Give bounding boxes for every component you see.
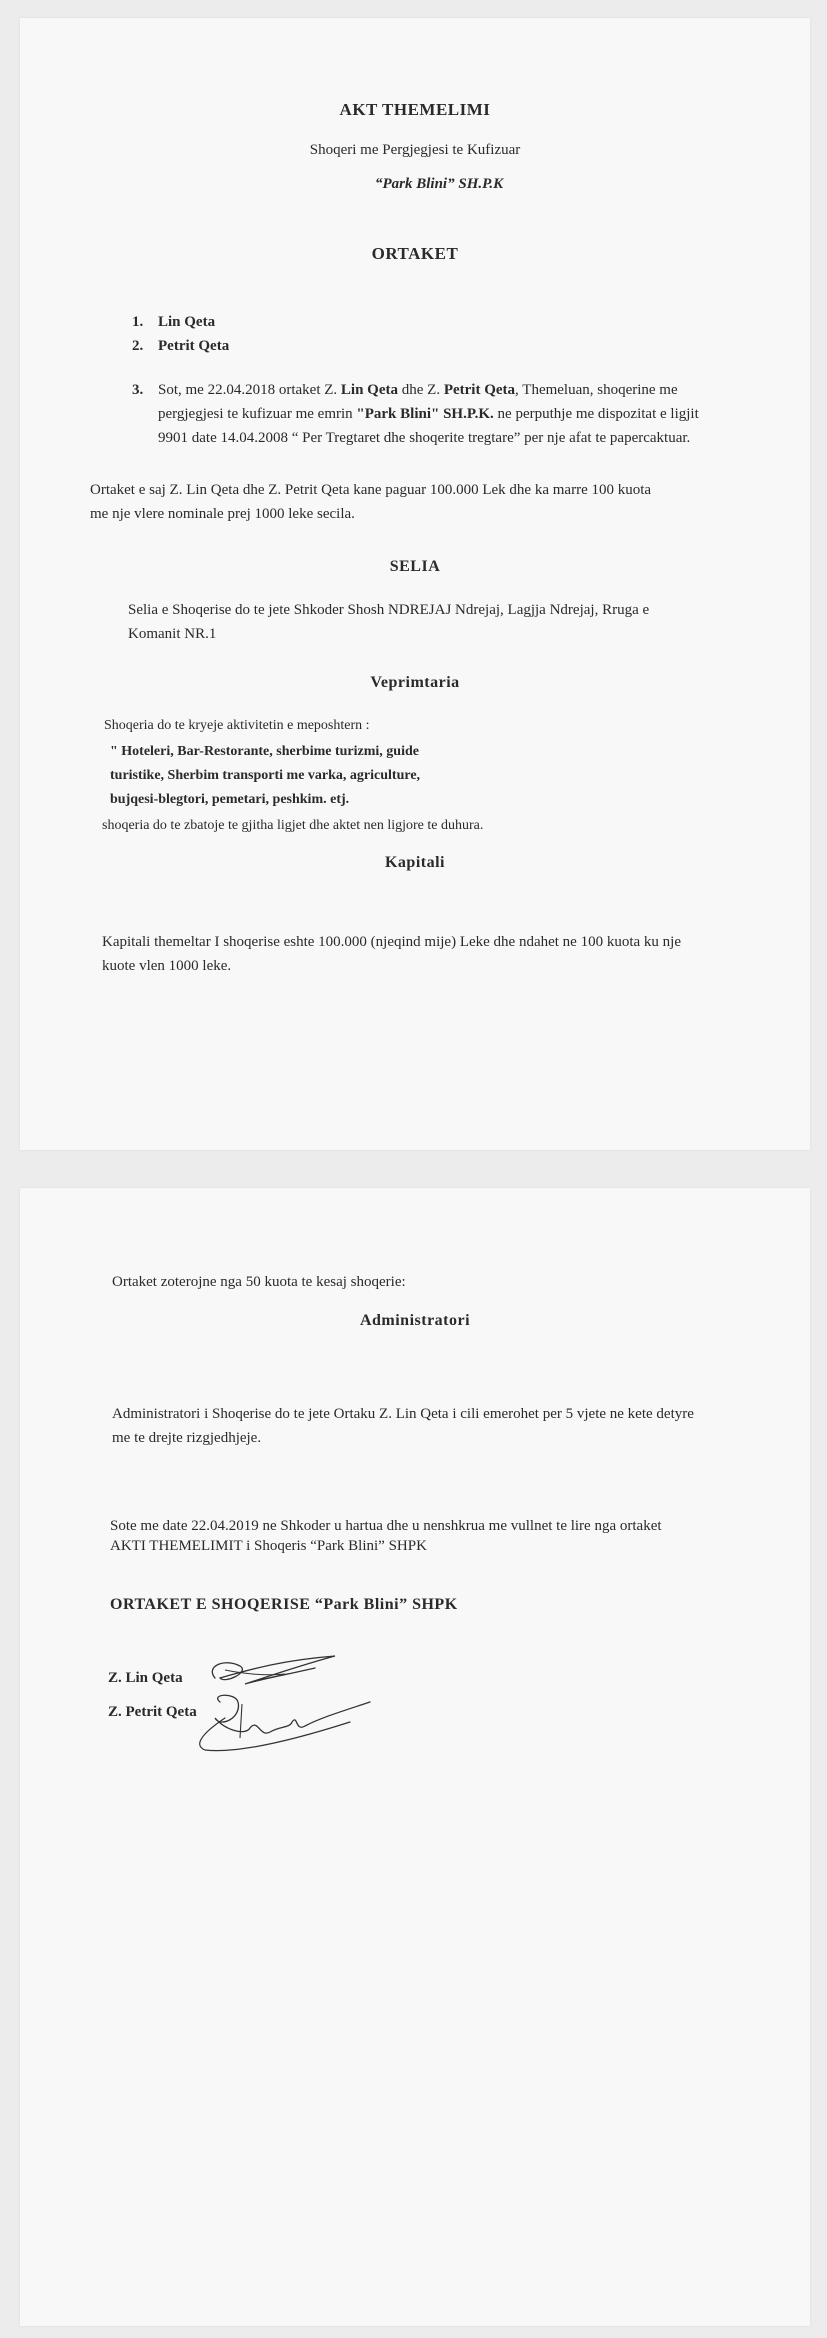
partner-list-item	[132, 314, 215, 331]
admin-line-1: Administratori i Shoqerise do te jete Ortaku Z. Lin Qeta i cili emerohet per 5 vjete ne kete detyre	[112, 1406, 694, 1422]
admin-line-2: me te drejte rizgjedhjeje.	[112, 1430, 262, 1446]
kapitali-heading: Kapitali	[384, 854, 445, 871]
partner-number: 1.	[132, 314, 144, 330]
selia-paragraph	[128, 598, 788, 646]
veprimtaria-heading: Veprimtaria	[370, 674, 460, 691]
payment-paragraph	[90, 478, 790, 526]
clause-text: ne perputhje me dispozitat e ligjit	[493, 406, 699, 422]
clause-3-line-3: 9901 date 14.04.2008 “ Per Tregtaret dhe shoqerite tregtare” per nje afat te papercaktuar.	[158, 430, 691, 446]
laws-line: shoqeria do te zbatoje te gjitha ligjet dhe aktet nen ligjore te duhura.	[102, 818, 484, 833]
signatory-1: Z. Lin Qeta	[108, 1670, 183, 1686]
partner-number: 2.	[132, 338, 144, 354]
admin-paragraph	[112, 1402, 802, 1450]
payment-line-1: Ortaket e saj Z. Lin Qeta dhe Z. Petrit Qeta kane paguar 100.000 Lek dhe ka marre 100 kuota	[90, 482, 652, 498]
administratori-heading: Administratori	[359, 1312, 471, 1329]
clause-3-line-2	[158, 402, 798, 426]
clause-3	[158, 378, 798, 450]
document-page-1	[20, 18, 810, 1150]
company-name: “Park Blini” SH.P.K	[375, 176, 504, 192]
company-name-inline: "Park Blini" SH.P.K.	[356, 406, 494, 422]
kapitali-line-1: Kapitali themeltar I shoqerise eshte 100.000 (njeqind mije) Leke dhe ndahet ne 100 kuota ku nje	[102, 934, 681, 950]
date-line-1: Sote me date 22.04.2019 ne Shkoder u hartua dhe u nenshkrua me vullnet te lire nga ortaket	[110, 1518, 662, 1534]
clause-number: 3.	[132, 382, 144, 398]
date-paragraph	[110, 1516, 800, 1556]
partner-name-inline: Petrit Qeta	[443, 382, 516, 398]
document-subtitle: Shoqeri me Pergjegjesi te Kufizuar	[309, 142, 521, 158]
clause-text: , Themeluan, shoqerine me	[515, 382, 678, 398]
selia-line-2: Komanit NR.1	[128, 626, 217, 642]
activities-line-2: turistike, Sherbim transporti me varka, agriculture,	[110, 768, 421, 783]
partner-name: Petrit Qeta	[158, 338, 230, 354]
signatory-2: Z. Petrit Qeta	[108, 1704, 197, 1720]
kapitali-line-2: kuote vlen 1000 leke.	[102, 958, 232, 974]
partner-list-item	[132, 338, 229, 355]
date-line-2: AKTI THEMELIMIT i Shoqeris “Park Blini” SHPK	[110, 1538, 427, 1554]
activities-line-1: " Hoteleri, Bar-Restorante, sherbime turizmi, guide	[110, 744, 419, 759]
signature-2-image	[180, 1688, 380, 1760]
clause-text: pergjegjesi te kufizuar me emrin	[158, 406, 357, 422]
selia-heading: SELIA	[389, 558, 441, 575]
document-title: AKT THEMELIMI	[339, 100, 491, 119]
document-page-2	[20, 1188, 810, 2326]
veprimtaria-intro: Shoqeria do te kryeje aktivitetin e meposhtern :	[104, 718, 370, 733]
shares-line: Ortaket zoterojne nga 50 kuota te kesaj shoqerie:	[112, 1274, 406, 1290]
clause-text: Sot, me 22.04.2018 ortaket Z.	[158, 382, 341, 398]
partner-name: Lin Qeta	[158, 314, 216, 330]
activities-line-3: bujqesi-blegtori, pemetari, peshkim. etj.	[110, 792, 350, 807]
ortaket-heading: ORTAKET	[371, 244, 459, 263]
signatories-heading: ORTAKET E SHOQERISE “Park Blini” SHPK	[110, 1596, 458, 1613]
clause-text: dhe Z.	[398, 382, 444, 398]
clause-3-line-1	[158, 378, 798, 402]
selia-line-1: Selia e Shoqerise do te jete Shkoder Shosh NDREJAJ Ndrejaj, Lagjja Ndrejaj, Rruga e	[128, 602, 650, 618]
activities-list	[110, 740, 420, 812]
payment-line-2: me nje vlere nominale prej 1000 leke secila.	[90, 506, 355, 522]
partner-name-inline: Lin Qeta	[340, 382, 398, 398]
kapitali-paragraph	[102, 930, 802, 978]
